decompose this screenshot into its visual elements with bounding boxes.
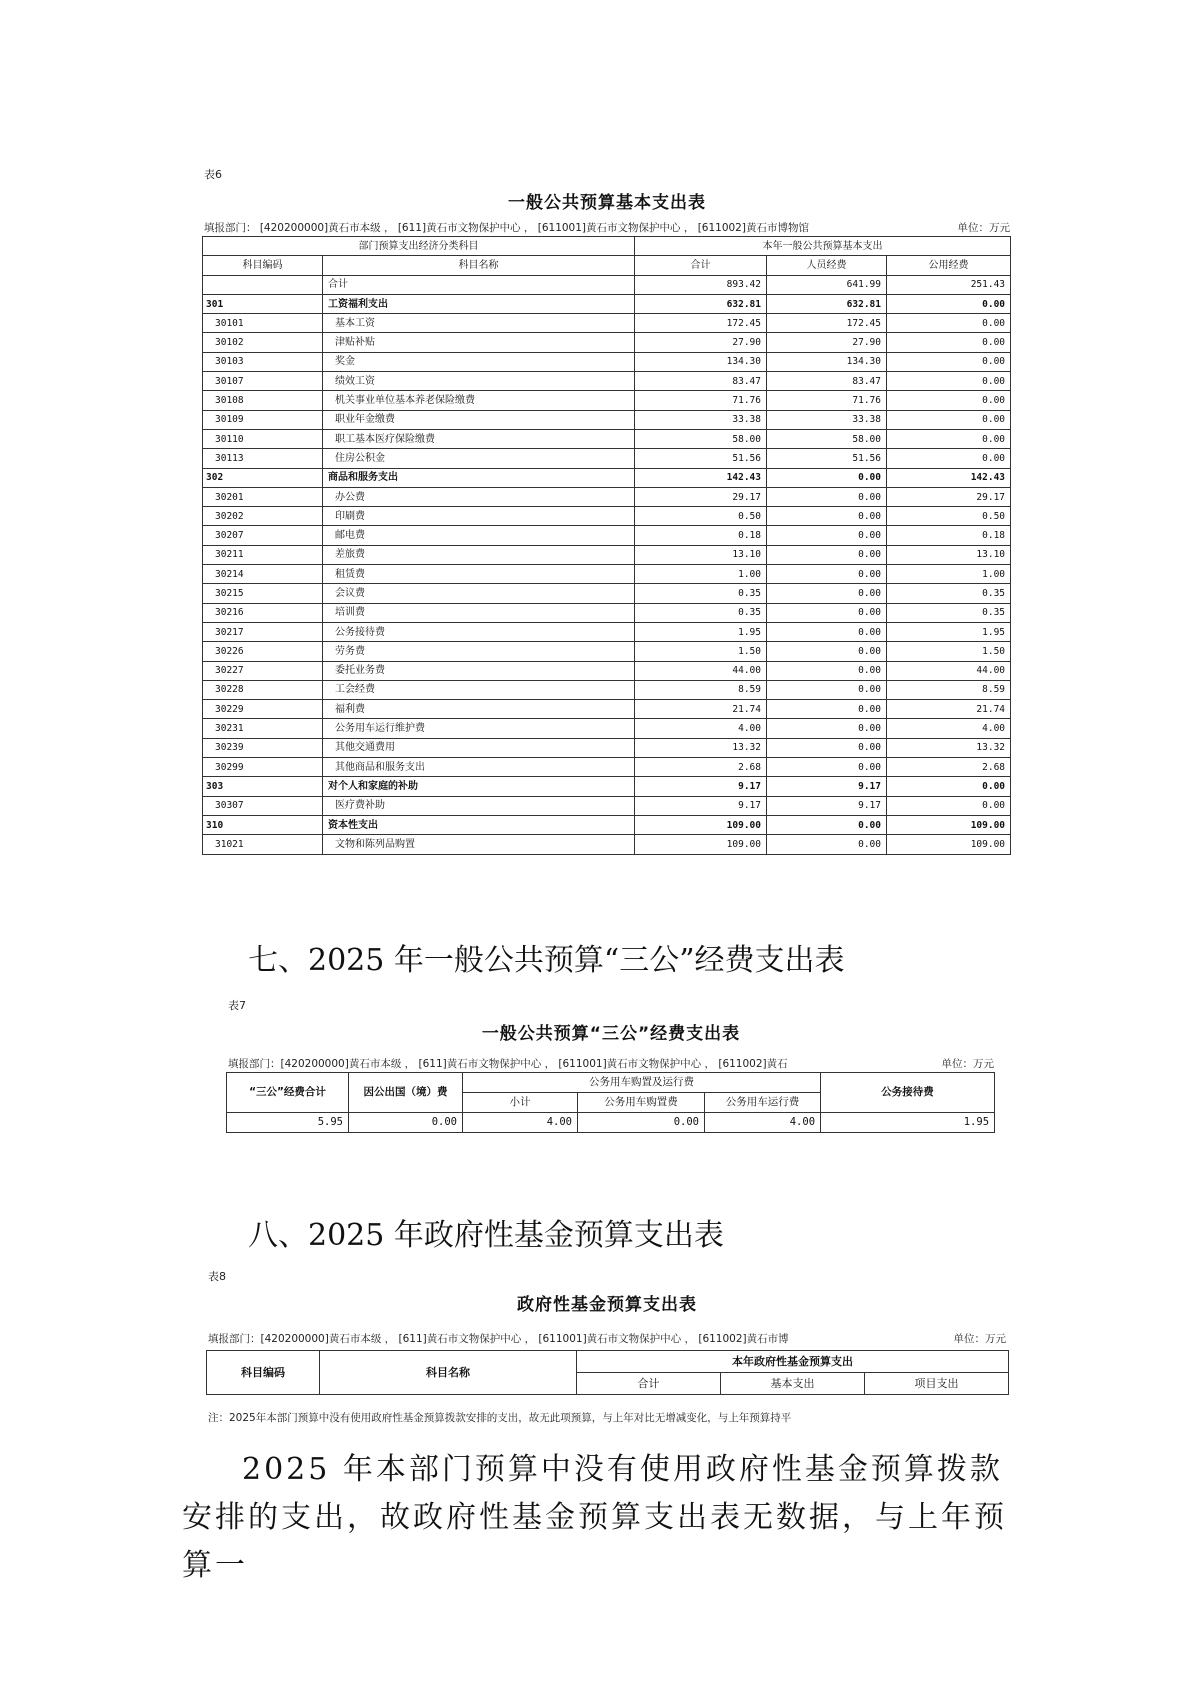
subject-name-cell: 办公费 — [323, 487, 635, 506]
subject-code-cell: 30107 — [203, 372, 323, 391]
public-cell: 0.00 — [887, 777, 1011, 796]
table-row — [203, 410, 1011, 429]
total-cell: 44.00 — [635, 661, 767, 680]
personnel-cell: 58.00 — [767, 429, 887, 448]
column-header: 科目编码 — [203, 256, 323, 275]
table8-fill-dept: 填报部门：[420200000]黄石市本级 ， [611]黄石市文物保护中心 ， [611001]黄石市文物保护中心 ， [611002]黄石市博 — [208, 1333, 789, 1345]
subject-code-cell: 30108 — [203, 391, 323, 410]
personnel-cell: 0.00 — [767, 661, 887, 680]
subject-name-cell: 会议费 — [323, 584, 635, 603]
total-cell: 9.17 — [635, 777, 767, 796]
table6-unit: 单位：万元 — [957, 222, 1010, 234]
col-project: 项目支出 — [865, 1373, 1009, 1395]
subject-code-cell: 30231 — [203, 719, 323, 738]
subject-name-cell: 奖金 — [323, 352, 635, 371]
value-three-public-total: 5.95 — [227, 1113, 349, 1133]
public-cell: 0.00 — [887, 449, 1011, 468]
subject-name-cell: 医疗费补助 — [323, 796, 635, 815]
public-cell: 109.00 — [887, 835, 1011, 854]
subject-name-cell: 职业年金缴费 — [323, 410, 635, 429]
three-public-expense-table — [226, 1072, 995, 1133]
subject-code-cell: 30102 — [203, 333, 323, 352]
public-cell: 0.35 — [887, 584, 1011, 603]
table-row — [203, 680, 1011, 699]
column-header: 合计 — [635, 256, 767, 275]
subject-code-cell: 30216 — [203, 603, 323, 622]
table-row — [203, 777, 1011, 796]
table7-title: 一般公共预算“三公”经费支出表 — [481, 1024, 741, 1044]
total-cell: 51.56 — [635, 449, 767, 468]
subject-name-cell: 其他交通费用 — [323, 738, 635, 757]
subject-code-cell: 30214 — [203, 565, 323, 584]
table7-label: 表7 — [228, 999, 246, 1012]
personnel-cell: 0.00 — [767, 468, 887, 487]
public-cell: 142.43 — [887, 468, 1011, 487]
total-cell: 632.81 — [635, 294, 767, 313]
subject-code-cell: 30202 — [203, 507, 323, 526]
subject-name-cell: 培训费 — [323, 603, 635, 622]
public-cell: 0.35 — [887, 603, 1011, 622]
subject-name-cell: 机关事业单位基本养老保险缴费 — [323, 391, 635, 410]
personnel-cell: 71.76 — [767, 391, 887, 410]
total-cell: 134.30 — [635, 352, 767, 371]
subject-name-cell: 差旅费 — [323, 545, 635, 564]
total-cell: 1.50 — [635, 642, 767, 661]
subject-code-cell: 30228 — [203, 680, 323, 699]
total-cell: 142.43 — [635, 468, 767, 487]
table-row — [203, 700, 1011, 719]
table-row — [203, 294, 1011, 313]
col-total: 合计 — [577, 1373, 721, 1395]
personnel-cell: 9.17 — [767, 777, 887, 796]
total-cell: 172.45 — [635, 314, 767, 333]
subject-name-cell: 其他商品和服务支出 — [323, 758, 635, 777]
subject-name-cell: 福利费 — [323, 700, 635, 719]
personnel-cell: 0.00 — [767, 507, 887, 526]
personnel-cell: 172.45 — [767, 314, 887, 333]
public-cell: 0.50 — [887, 507, 1011, 526]
public-cell: 4.00 — [887, 719, 1011, 738]
col-name: 科目名称 — [320, 1351, 577, 1395]
subject-code-cell: 30299 — [203, 758, 323, 777]
total-cell: 58.00 — [635, 429, 767, 448]
total-cell: 13.10 — [635, 545, 767, 564]
personnel-cell: 0.00 — [767, 565, 887, 584]
total-cell: 21.74 — [635, 700, 767, 719]
total-cell: 33.38 — [635, 410, 767, 429]
subject-name-cell: 合计 — [323, 275, 635, 294]
subject-name-cell: 津贴补贴 — [323, 333, 635, 352]
public-cell: 0.00 — [887, 352, 1011, 371]
table-row — [203, 487, 1011, 506]
subject-name-cell: 劳务费 — [323, 642, 635, 661]
personnel-cell: 0.00 — [767, 719, 887, 738]
subject-name-cell: 公务接待费 — [323, 622, 635, 641]
subject-code-cell: 31021 — [203, 835, 323, 854]
table-row — [203, 468, 1011, 487]
personnel-cell: 51.56 — [767, 449, 887, 468]
table6-body — [203, 275, 1011, 854]
table-row — [203, 738, 1011, 757]
public-cell: 8.59 — [887, 680, 1011, 699]
subject-code-cell: 30201 — [203, 487, 323, 506]
table-row — [203, 545, 1011, 564]
table7-fill-dept: 填报部门：[420200000]黄石市本级 ， [611]黄石市文物保护中心 ， [611001]黄石市文物保护中心 ， [611002]黄石 — [228, 1058, 788, 1070]
table-row — [203, 565, 1011, 584]
subject-code-cell: 310 — [203, 815, 323, 834]
subject-code-cell: 30211 — [203, 545, 323, 564]
table8-label: 表8 — [208, 1270, 226, 1283]
table-row — [203, 275, 1011, 294]
col-reception: 公务接待费 — [821, 1073, 995, 1113]
subject-code-cell: 303 — [203, 777, 323, 796]
public-cell: 1.50 — [887, 642, 1011, 661]
subject-code-cell: 30239 — [203, 738, 323, 757]
public-cell: 0.00 — [887, 391, 1011, 410]
value-car-run: 4.00 — [705, 1113, 821, 1133]
subject-name-cell: 基本工资 — [323, 314, 635, 333]
public-cell: 21.74 — [887, 700, 1011, 719]
subject-code-cell: 301 — [203, 294, 323, 313]
public-cell: 13.10 — [887, 545, 1011, 564]
personnel-cell: 9.17 — [767, 796, 887, 815]
table-row — [203, 391, 1011, 410]
subject-code-cell: 302 — [203, 468, 323, 487]
table-row — [203, 796, 1011, 815]
table-row — [203, 314, 1011, 333]
table-row — [203, 758, 1011, 777]
subject-name-cell: 住房公积金 — [323, 449, 635, 468]
personnel-cell: 0.00 — [767, 815, 887, 834]
col-group-gov-fund: 本年政府性基金预算支出 — [577, 1351, 1009, 1373]
public-cell: 0.00 — [887, 429, 1011, 448]
public-cell: 0.00 — [887, 333, 1011, 352]
header-group-econ-class: 部门预算支出经济分类科目 — [203, 237, 635, 256]
total-cell: 27.90 — [635, 333, 767, 352]
subject-name-cell: 租赁费 — [323, 565, 635, 584]
table8-unit: 单位：万元 — [953, 1333, 1006, 1345]
total-cell: 0.50 — [635, 507, 767, 526]
public-cell: 1.00 — [887, 565, 1011, 584]
subject-code-cell: 30110 — [203, 429, 323, 448]
personnel-cell: 0.00 — [767, 758, 887, 777]
public-cell: 0.00 — [887, 372, 1011, 391]
personnel-cell: 632.81 — [767, 294, 887, 313]
table-row — [203, 333, 1011, 352]
public-cell: 0.00 — [887, 294, 1011, 313]
total-cell: 0.35 — [635, 584, 767, 603]
personnel-cell: 0.00 — [767, 487, 887, 506]
personnel-cell: 0.00 — [767, 526, 887, 545]
public-cell: 44.00 — [887, 661, 1011, 680]
total-cell: 1.00 — [635, 565, 767, 584]
table-row — [203, 603, 1011, 622]
public-cell: 109.00 — [887, 815, 1011, 834]
column-header: 公用经费 — [887, 256, 1011, 275]
value-reception: 1.95 — [821, 1113, 995, 1133]
subject-name-cell: 邮电费 — [323, 526, 635, 545]
total-cell: 4.00 — [635, 719, 767, 738]
table-row — [203, 719, 1011, 738]
value-car-purchase: 0.00 — [578, 1113, 705, 1133]
general-budget-basic-expense-table — [202, 236, 1011, 855]
total-cell: 29.17 — [635, 487, 767, 506]
public-cell: 0.00 — [887, 796, 1011, 815]
table-row — [203, 526, 1011, 545]
personnel-cell: 33.38 — [767, 410, 887, 429]
total-cell: 893.42 — [635, 275, 767, 294]
subject-code-cell: 30215 — [203, 584, 323, 603]
value-car-subtotal: 4.00 — [463, 1113, 578, 1133]
col-car-run: 公务用车运行费 — [705, 1093, 821, 1113]
subject-code-cell: 30307 — [203, 796, 323, 815]
table-row — [203, 507, 1011, 526]
total-cell: 9.17 — [635, 796, 767, 815]
subject-code-cell: 30109 — [203, 410, 323, 429]
table-row — [203, 352, 1011, 371]
subject-code-cell: 30226 — [203, 642, 323, 661]
subject-name-cell: 绩效工资 — [323, 372, 635, 391]
public-cell: 13.32 — [887, 738, 1011, 757]
subject-code-cell — [203, 275, 323, 294]
subject-name-cell: 委托业务费 — [323, 661, 635, 680]
total-cell: 2.68 — [635, 758, 767, 777]
total-cell: 109.00 — [635, 815, 767, 834]
table-row — [203, 661, 1011, 680]
personnel-cell: 641.99 — [767, 275, 887, 294]
table-row — [203, 622, 1011, 641]
total-cell: 0.35 — [635, 603, 767, 622]
subject-code-cell: 30101 — [203, 314, 323, 333]
gov-fund-expense-table — [206, 1350, 1009, 1395]
value-abroad: 0.00 — [349, 1113, 463, 1133]
col-basic: 基本支出 — [721, 1373, 865, 1395]
table-row — [203, 429, 1011, 448]
public-cell: 251.43 — [887, 275, 1011, 294]
table-row — [203, 642, 1011, 661]
personnel-cell: 0.00 — [767, 603, 887, 622]
subject-code-cell: 30229 — [203, 700, 323, 719]
personnel-cell: 0.00 — [767, 835, 887, 854]
table-row — [203, 584, 1011, 603]
section8-heading: 八、2025 年政府性基金预算支出表 — [248, 1218, 724, 1253]
subject-name-cell: 工资福利支出 — [323, 294, 635, 313]
total-cell: 13.32 — [635, 738, 767, 757]
personnel-cell: 134.30 — [767, 352, 887, 371]
table-row — [203, 449, 1011, 468]
table6-label: 表6 — [204, 168, 222, 181]
public-cell: 29.17 — [887, 487, 1011, 506]
subject-code-cell: 30113 — [203, 449, 323, 468]
total-cell: 1.95 — [635, 622, 767, 641]
total-cell: 109.00 — [635, 835, 767, 854]
col-code: 科目编码 — [207, 1351, 320, 1395]
personnel-cell: 0.00 — [767, 545, 887, 564]
table-row — [203, 372, 1011, 391]
table6-fill-dept: 填报部门： [420200000]黄石市本级 ， [611]黄石市文物保护中心 ， [611001]黄石市文物保护中心 ， [611002]黄石市博物馆 — [204, 222, 809, 234]
total-cell: 83.47 — [635, 372, 767, 391]
col-car-group: 公务用车购置及运行费 — [463, 1073, 821, 1093]
public-cell: 0.18 — [887, 526, 1011, 545]
public-cell: 0.00 — [887, 410, 1011, 429]
header-group-basic-expense: 本年一般公共预算基本支出 — [635, 237, 1011, 256]
public-cell: 0.00 — [887, 314, 1011, 333]
col-abroad: 因公出国（境）费 — [349, 1073, 463, 1113]
col-car-purchase: 公务用车购置费 — [578, 1093, 705, 1113]
public-cell: 1.95 — [887, 622, 1011, 641]
total-cell: 0.18 — [635, 526, 767, 545]
subject-code-cell: 30207 — [203, 526, 323, 545]
total-cell: 8.59 — [635, 680, 767, 699]
table8-title: 政府性基金预算支出表 — [517, 1295, 697, 1315]
subject-code-cell: 30103 — [203, 352, 323, 371]
section7-heading: 七、2025 年一般公共预算“三公”经费支出表 — [248, 943, 845, 978]
subject-name-cell: 资本性支出 — [323, 815, 635, 834]
personnel-cell: 0.00 — [767, 622, 887, 641]
column-header: 科目名称 — [323, 256, 635, 275]
explanation-paragraph: 2025 年本部门预算中没有使用政府性基金预算拨款安排的支出，故政府性基金预算支出表无数据，与上年预算一 — [182, 1452, 1007, 1583]
personnel-cell: 27.90 — [767, 333, 887, 352]
column-header: 人员经费 — [767, 256, 887, 275]
personnel-cell: 0.00 — [767, 680, 887, 699]
col-three-public-total: “三公”经费合计 — [227, 1073, 349, 1113]
personnel-cell: 0.00 — [767, 738, 887, 757]
subject-name-cell: 对个人和家庭的补助 — [323, 777, 635, 796]
personnel-cell: 0.00 — [767, 584, 887, 603]
subject-name-cell: 职工基本医疗保险缴费 — [323, 429, 635, 448]
total-cell: 71.76 — [635, 391, 767, 410]
table7-unit: 单位：万元 — [941, 1058, 994, 1070]
subject-name-cell: 印刷费 — [323, 507, 635, 526]
subject-name-cell: 文物和陈列品购置 — [323, 835, 635, 854]
subject-name-cell: 商品和服务支出 — [323, 468, 635, 487]
table6-title: 一般公共预算基本支出表 — [508, 193, 706, 213]
table8-note: 注：2025年本部门预算中没有使用政府性基金预算拨款安排的支出，故无此项预算，与上年对比无增减变化，与上年预算持平 — [208, 1412, 792, 1424]
subject-name-cell: 公务用车运行维护费 — [323, 719, 635, 738]
subject-code-cell: 30217 — [203, 622, 323, 641]
personnel-cell: 83.47 — [767, 372, 887, 391]
public-cell: 2.68 — [887, 758, 1011, 777]
subject-name-cell: 工会经费 — [323, 680, 635, 699]
personnel-cell: 0.00 — [767, 700, 887, 719]
col-car-subtotal: 小计 — [463, 1093, 578, 1113]
table-row — [203, 835, 1011, 854]
subject-code-cell: 30227 — [203, 661, 323, 680]
table-row — [203, 815, 1011, 834]
personnel-cell: 0.00 — [767, 642, 887, 661]
